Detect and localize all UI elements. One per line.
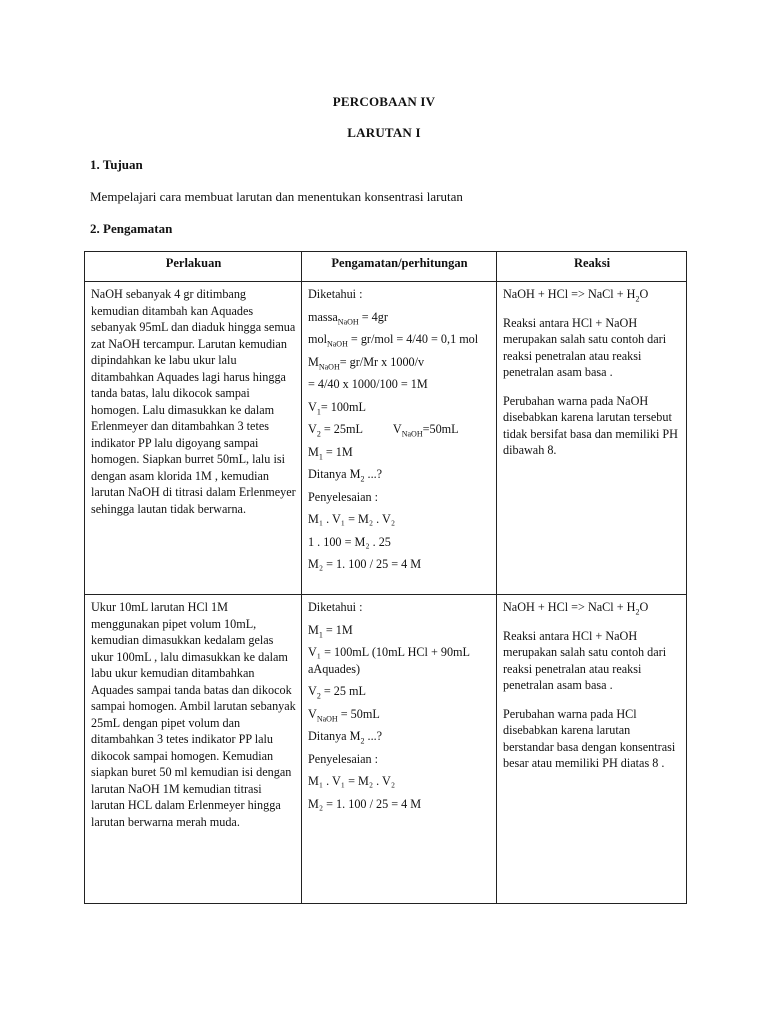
reaksi-explanation: Reaksi antara HCl + NaOH merupakan salah satu contoh dari reaksi penetralan atau reaksi penetralan asam basa . — [503, 315, 667, 379]
color-change-explanation: Perubahan warna pada NaOH disebabkan karena larutan tersebut tidak bersifat basa dan memiliki PH dibawah 8. — [503, 393, 678, 457]
table-header-row — [85, 252, 687, 282]
massa-line: massa$_{NaOH}$ = 4gr — [308, 309, 388, 326]
m1-line: $M_1 = 1M$ — [308, 622, 353, 639]
mol-line: mol$_{NaOH}$ = gr/mol = 4/40 = 0,1 mol — [308, 332, 479, 349]
header-perlakuan: Perlakuan — [85, 252, 302, 282]
reaction-equation: NaOH + HCl => NaCl + $H_2O$ — [503, 287, 649, 304]
ditanya-line: Ditanya $M_2$ ...? — [308, 729, 383, 746]
perlakuan-cell — [85, 595, 302, 904]
equation-line: 1 . 100 = M₂ . 25 — [308, 534, 391, 549]
reaction-equation: NaOH + HCl => NaCl + $H_2O$ — [503, 600, 649, 617]
ditanya-line: Ditanya $M_2$ ...? — [308, 467, 383, 484]
pengamatan-cell — [302, 282, 497, 595]
vnaoh-line: $V_{NaOH} = 50mL$ — [308, 706, 380, 723]
molarity-formula-line: $M_{NaOH}= gr/Mr$ x 1000/v — [308, 354, 425, 371]
observation-table — [84, 251, 687, 904]
v2-line: $V_2 = 25mL$ $V_{NaOH}=50mL$ — [308, 422, 459, 439]
diketahui-label: Diketahui : — [308, 600, 363, 614]
section-heading-tujuan: 1. Tujuan — [90, 157, 143, 172]
v1-line: V₁ = 100mL (10mL HCl + 90mL aAquades) — [308, 645, 470, 676]
section-heading-pengamatan: 2. Pengamatan — [90, 221, 173, 236]
v1-line: $V_1= 100mL$ — [308, 399, 366, 416]
reaksi-cell — [497, 595, 687, 904]
equation-line: M₁ . V₁ = M₂ . V₂ — [308, 512, 396, 526]
perlakuan-text: Ukur 10mL larutan HCl 1M menggunakan pipet volum 10mL, kemudian dimasukkan kedalam gelas ukur 100mL , lalu dimasukkan ke dalam labu ukur kemudian ditambahkan Aquades sampai tanda batas dan dikocok sampai homogen. Ambil larutan sebanyak 25mL dengan pipet volum dan ditambahkan 3 tetes indikator PP lalu dikocok sampai homogen. Kemudian siapkan buret 50 ml kemudian isi dengan larutan NaOH 1M kemudian titrasi larutan HCL dalam Erlenmeyer hingga larutan berwarna merah muda. — [91, 600, 296, 829]
table-row — [85, 282, 687, 595]
pengamatan-cell — [302, 595, 497, 904]
reaksi-explanation: Reaksi antara HCl + NaOH merupakan salah satu contoh dari reaksi penetralan atau reaksi penetralan asam basa . — [503, 628, 667, 692]
perlakuan-cell — [85, 282, 302, 595]
equation-line: M₁ . V₁ = M₂ . V₂ — [308, 774, 396, 788]
header-pengamatan: Pengamatan/perhitungan — [302, 252, 497, 282]
reaksi-cell — [497, 282, 687, 595]
document-title: PERCOBAAN IV — [332, 94, 436, 109]
table-row — [85, 595, 687, 904]
molarity-calc-line: = 4/40 x 1000/100 = 1M — [308, 377, 428, 391]
perlakuan-text: NaOH sebanyak 4 gr ditimbang kemudian ditambah kan Aquades sebanyak 95mL dan diaduk hingga semua zat NaOH tercampur. Larutan kemudian dipindahkan ke labu ukur lalu ditambahkan Aquades lagi harus hingga tanda batas, lalu dikocok sampai homogen. Lalu dimasukkan ke dalam Erlenmeyer dan ditambahkan 3 tetes indikator PP lalu digoyang sampai homogen. Siapkan burret 50mL, lalu isi dengan asam klorida 1M , kemudian larutan NaOH di titrasi dalam Erlenmeyer sehingga lautan tidak berwarna. — [91, 287, 296, 516]
v2-line: $V_2 = 25$ mL — [308, 684, 366, 701]
document-subtitle: LARUTAN I — [347, 125, 421, 140]
header-reaksi: Reaksi — [497, 252, 687, 282]
color-change-explanation: Perubahan warna pada HCl disebabkan karena larutan berstandar basa dengan konsentrasi besar atau memiliki PH diatas 8 . — [503, 706, 676, 770]
diketahui-label: Diketahui : — [308, 287, 363, 301]
penyelesaian-label: Penyelesaian : — [308, 489, 379, 504]
m1-line: $M_1 = 1M$ — [308, 444, 353, 461]
result-line: M₂ = 1. 100 / 25 = 4 M — [308, 796, 422, 811]
result-line: M₂ = 1. 100 / 25 = 4 M — [308, 557, 422, 571]
penyelesaian-label: Penyelesaian : — [308, 751, 379, 766]
tujuan-text: Mempelajari cara membuat larutan dan menentukan konsentrasi larutan — [90, 189, 463, 204]
